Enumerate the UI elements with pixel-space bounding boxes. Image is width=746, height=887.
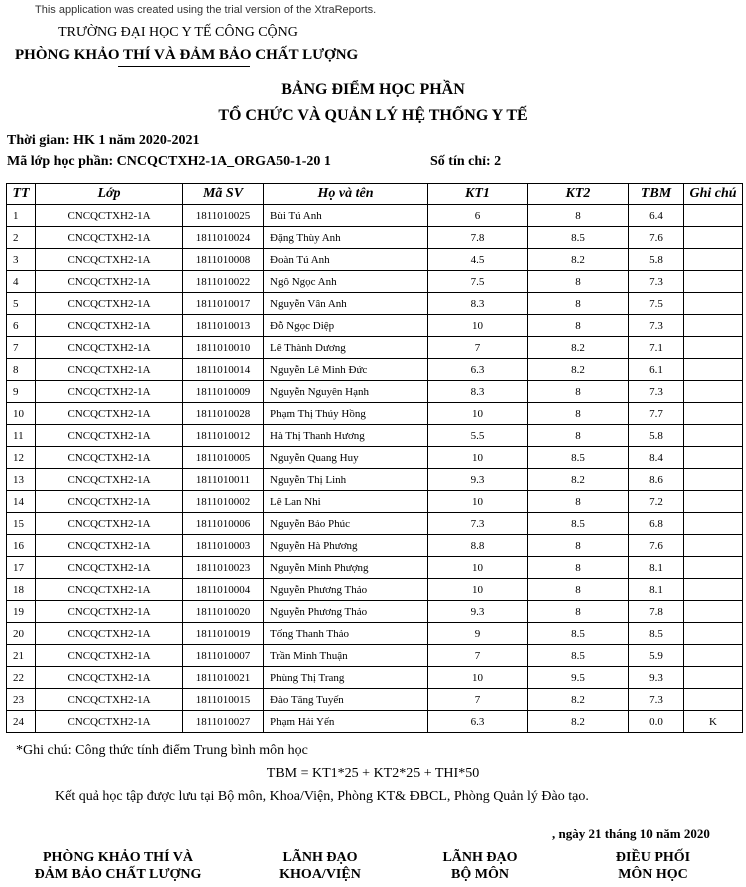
credits-info: Số tín chỉ: 2: [430, 154, 502, 169]
cell-class: CNCQCTXH2-1A: [36, 535, 183, 557]
cell-full-name: Nguyễn Bảo Phúc: [264, 513, 428, 535]
cell-kt1: 9.3: [428, 469, 528, 491]
cell-full-name: Nguyễn Nguyên Hạnh: [264, 381, 428, 403]
cell-kt2: 8.5: [528, 227, 629, 249]
cell-tt: 4: [7, 271, 36, 293]
cell-tt: 1: [7, 205, 36, 227]
cell-tt: 11: [7, 425, 36, 447]
cell-tt: 10: [7, 403, 36, 425]
cell-full-name: Đoàn Tú Anh: [264, 249, 428, 271]
cell-tbm: 6.4: [629, 205, 684, 227]
cell-kt2: 8: [528, 315, 629, 337]
cell-class: CNCQCTXH2-1A: [36, 271, 183, 293]
cell-note: [684, 689, 743, 711]
cell-tbm: 5.9: [629, 645, 684, 667]
table-row: [7, 271, 743, 293]
cell-student-id: 1811010019: [183, 623, 264, 645]
cell-kt1: 6.3: [428, 359, 528, 381]
cell-kt2: 9.5: [528, 667, 629, 689]
cell-kt1: 4.5: [428, 249, 528, 271]
table-row: [7, 535, 743, 557]
cell-tt: 6: [7, 315, 36, 337]
cell-class: CNCQCTXH2-1A: [36, 381, 183, 403]
table-row: [7, 425, 743, 447]
cell-tbm: 8.5: [629, 623, 684, 645]
cell-tt: 9: [7, 381, 36, 403]
cell-tt: 13: [7, 469, 36, 491]
cell-student-id: 1811010015: [183, 689, 264, 711]
cell-class: CNCQCTXH2-1A: [36, 579, 183, 601]
cell-tt: 12: [7, 447, 36, 469]
semester-info: Thời gian: HK 1 năm 2020-2021: [7, 133, 200, 148]
cell-kt2: 8: [528, 535, 629, 557]
cell-full-name: Nguyễn Hà Phương: [264, 535, 428, 557]
cell-full-name: Nguyễn Minh Phượng: [264, 557, 428, 579]
cell-note: [684, 227, 743, 249]
cell-student-id: 1811010007: [183, 645, 264, 667]
cell-full-name: Lê Lan Nhi: [264, 491, 428, 513]
cell-tt: 24: [7, 711, 36, 733]
header-note: Ghi chú: [684, 184, 743, 205]
cell-kt1: 10: [428, 557, 528, 579]
report-title: BẢNG ĐIỂM HỌC PHẦN: [281, 81, 465, 98]
cell-student-id: 1811010017: [183, 293, 264, 315]
cell-kt1: 7.8: [428, 227, 528, 249]
cell-note: [684, 359, 743, 381]
table-row: [7, 315, 743, 337]
cell-student-id: 1811010011: [183, 469, 264, 491]
cell-class: CNCQCTXH2-1A: [36, 513, 183, 535]
cell-kt1: 6.3: [428, 711, 528, 733]
cell-kt1: 10: [428, 491, 528, 513]
cell-class: CNCQCTXH2-1A: [36, 711, 183, 733]
header-kt2: KT2: [528, 184, 629, 205]
cell-tbm: 7.3: [629, 689, 684, 711]
cell-kt1: 8.8: [428, 535, 528, 557]
cell-class: CNCQCTXH2-1A: [36, 337, 183, 359]
cell-class: CNCQCTXH2-1A: [36, 623, 183, 645]
cell-kt1: 5.5: [428, 425, 528, 447]
cell-tt: 19: [7, 601, 36, 623]
signature-line: PHÒNG KHẢO THÍ VÀ: [42, 850, 193, 865]
table-row: [7, 337, 743, 359]
cell-full-name: Trần Minh Thuận: [264, 645, 428, 667]
cell-tbm: 8.4: [629, 447, 684, 469]
table-row: [7, 557, 743, 579]
cell-tbm: 7.3: [629, 271, 684, 293]
cell-tbm: 9.3: [629, 667, 684, 689]
cell-note: [684, 535, 743, 557]
cell-kt2: 8.2: [528, 249, 629, 271]
cell-tt: 16: [7, 535, 36, 557]
cell-tt: 15: [7, 513, 36, 535]
signature-line: LÃNH ĐẠO: [282, 850, 358, 865]
cell-full-name: Đặng Thùy Anh: [264, 227, 428, 249]
class-code-info: Mã lớp học phần: CNCQCTXH2-1A_ORGA50-1-20 1: [7, 154, 331, 169]
cell-class: CNCQCTXH2-1A: [36, 689, 183, 711]
signature-department: [420, 849, 540, 883]
cell-note: [684, 667, 743, 689]
cell-student-id: 1811010010: [183, 337, 264, 359]
cell-kt2: 8: [528, 491, 629, 513]
cell-class: CNCQCTXH2-1A: [36, 645, 183, 667]
cell-note: [684, 513, 743, 535]
cell-student-id: 1811010002: [183, 491, 264, 513]
cell-tbm: 7.6: [629, 535, 684, 557]
storage-note: Kết quả học tập được lưu tại Bộ môn, Khoa/Viện, Phòng KT& ĐBCL, Phòng Quản lý Đào tạo.: [55, 789, 589, 804]
cell-tt: 8: [7, 359, 36, 381]
cell-note: [684, 381, 743, 403]
cell-kt2: 8: [528, 601, 629, 623]
cell-tbm: 7.7: [629, 403, 684, 425]
cell-class: CNCQCTXH2-1A: [36, 491, 183, 513]
school-name: TRƯỜNG ĐẠI HỌC Y TẾ CÔNG CỘNG: [58, 25, 298, 40]
cell-kt2: 8.2: [528, 711, 629, 733]
cell-kt1: 10: [428, 447, 528, 469]
table-row: [7, 667, 743, 689]
cell-tbm: 7.6: [629, 227, 684, 249]
cell-kt2: 8.5: [528, 513, 629, 535]
cell-tbm: 6.8: [629, 513, 684, 535]
cell-class: CNCQCTXH2-1A: [36, 315, 183, 337]
cell-note: [684, 447, 743, 469]
cell-tt: 23: [7, 689, 36, 711]
trial-watermark: This application was created using the trial version of the XtraReports.: [35, 4, 377, 16]
cell-kt1: 7.5: [428, 271, 528, 293]
header-tt: TT: [7, 184, 36, 205]
cell-tbm: 0.0: [629, 711, 684, 733]
cell-kt2: 8: [528, 381, 629, 403]
cell-tt: 14: [7, 491, 36, 513]
cell-kt2: 8.2: [528, 469, 629, 491]
cell-kt1: 8.3: [428, 381, 528, 403]
cell-full-name: Tống Thanh Thảo: [264, 623, 428, 645]
cell-student-id: 1811010003: [183, 535, 264, 557]
table-header-row: [7, 184, 743, 205]
cell-student-id: 1811010021: [183, 667, 264, 689]
cell-tbm: 8.1: [629, 557, 684, 579]
signature-line: KHOA/VIỆN: [279, 867, 361, 882]
grades-table: [6, 183, 743, 733]
cell-note: [684, 579, 743, 601]
signature-line: LÃNH ĐẠO: [442, 850, 518, 865]
cell-kt1: 8.3: [428, 293, 528, 315]
cell-kt2: 8.2: [528, 337, 629, 359]
cell-kt2: 8: [528, 205, 629, 227]
cell-tbm: 7.3: [629, 381, 684, 403]
cell-tt: 18: [7, 579, 36, 601]
cell-kt1: 10: [428, 403, 528, 425]
department-underline: [118, 66, 250, 67]
cell-student-id: 1811010023: [183, 557, 264, 579]
signature-exam-office: [25, 849, 211, 883]
cell-student-id: 1811010025: [183, 205, 264, 227]
cell-tbm: 8.6: [629, 469, 684, 491]
cell-tt: 2: [7, 227, 36, 249]
table-row: [7, 491, 743, 513]
table-row: [7, 601, 743, 623]
cell-kt2: 8.5: [528, 645, 629, 667]
cell-tt: 7: [7, 337, 36, 359]
signature-coordinator: [593, 849, 713, 883]
table-row: [7, 293, 743, 315]
cell-note: [684, 403, 743, 425]
cell-note: K: [684, 711, 743, 733]
cell-tt: 3: [7, 249, 36, 271]
table-row: [7, 579, 743, 601]
header-kt1: KT1: [428, 184, 528, 205]
formula: TBM = KT1*25 + KT2*25 + THI*50: [266, 766, 480, 781]
cell-kt2: 8.2: [528, 689, 629, 711]
cell-student-id: 1811010022: [183, 271, 264, 293]
signature-line: ĐIỀU PHỐI: [615, 850, 691, 865]
cell-full-name: Nguyễn Lê Minh Đức: [264, 359, 428, 381]
cell-full-name: Nguyễn Phương Thảo: [264, 601, 428, 623]
report-date: , ngày 21 tháng 10 năm 2020: [552, 826, 710, 841]
cell-note: [684, 623, 743, 645]
cell-tt: 21: [7, 645, 36, 667]
formula-note: *Ghi chú: Công thức tính điểm Trung bình môn học: [16, 743, 308, 758]
cell-student-id: 1811010012: [183, 425, 264, 447]
table-row: [7, 249, 743, 271]
cell-full-name: Phạm Hải Yến: [264, 711, 428, 733]
header-class: Lớp: [36, 184, 183, 205]
table-row: [7, 711, 743, 733]
table-row: [7, 205, 743, 227]
cell-note: [684, 337, 743, 359]
cell-full-name: Nguyễn Phương Thảo: [264, 579, 428, 601]
cell-student-id: 1811010013: [183, 315, 264, 337]
table-row: [7, 469, 743, 491]
cell-note: [684, 249, 743, 271]
cell-class: CNCQCTXH2-1A: [36, 447, 183, 469]
cell-kt2: 8.2: [528, 359, 629, 381]
cell-tbm: 7.8: [629, 601, 684, 623]
table-row: [7, 227, 743, 249]
cell-tbm: 7.1: [629, 337, 684, 359]
table-row: [7, 359, 743, 381]
header-tbm: TBM: [629, 184, 684, 205]
cell-note: [684, 645, 743, 667]
table-row: [7, 623, 743, 645]
cell-student-id: 1811010005: [183, 447, 264, 469]
cell-full-name: Bùi Tú Anh: [264, 205, 428, 227]
cell-kt1: 7: [428, 337, 528, 359]
cell-tbm: 7.5: [629, 293, 684, 315]
cell-class: CNCQCTXH2-1A: [36, 425, 183, 447]
cell-tbm: 7.2: [629, 491, 684, 513]
cell-note: [684, 425, 743, 447]
course-title: TỔ CHỨC VÀ QUẢN LÝ HỆ THỐNG Y TẾ: [218, 107, 528, 124]
cell-student-id: 1811010009: [183, 381, 264, 403]
cell-full-name: Nguyễn Thị Linh: [264, 469, 428, 491]
cell-student-id: 1811010014: [183, 359, 264, 381]
cell-note: [684, 205, 743, 227]
cell-student-id: 1811010008: [183, 249, 264, 271]
cell-kt1: 10: [428, 667, 528, 689]
cell-kt2: 8: [528, 579, 629, 601]
cell-tbm: 7.3: [629, 315, 684, 337]
cell-kt2: 8: [528, 557, 629, 579]
cell-class: CNCQCTXH2-1A: [36, 205, 183, 227]
table-row: [7, 513, 743, 535]
header-student-id: Mã SV: [183, 184, 264, 205]
cell-full-name: Nguyễn Quang Huy: [264, 447, 428, 469]
cell-kt2: 8.5: [528, 623, 629, 645]
cell-note: [684, 293, 743, 315]
cell-kt1: 7: [428, 645, 528, 667]
cell-full-name: Phạm Thị Thúy Hồng: [264, 403, 428, 425]
cell-kt2: 8.5: [528, 447, 629, 469]
table-row: [7, 689, 743, 711]
cell-student-id: 1811010006: [183, 513, 264, 535]
table-row: [7, 447, 743, 469]
cell-full-name: Đỗ Ngọc Diệp: [264, 315, 428, 337]
cell-full-name: Đào Tăng Tuyến: [264, 689, 428, 711]
cell-tbm: 8.1: [629, 579, 684, 601]
cell-class: CNCQCTXH2-1A: [36, 469, 183, 491]
cell-tbm: 5.8: [629, 425, 684, 447]
cell-note: [684, 491, 743, 513]
cell-class: CNCQCTXH2-1A: [36, 403, 183, 425]
cell-kt1: 10: [428, 579, 528, 601]
cell-student-id: 1811010024: [183, 227, 264, 249]
cell-class: CNCQCTXH2-1A: [36, 293, 183, 315]
cell-tt: 17: [7, 557, 36, 579]
cell-full-name: Lê Thành Dương: [264, 337, 428, 359]
table-row: [7, 403, 743, 425]
cell-full-name: Hà Thị Thanh Hương: [264, 425, 428, 447]
cell-class: CNCQCTXH2-1A: [36, 227, 183, 249]
cell-kt1: 9.3: [428, 601, 528, 623]
cell-note: [684, 557, 743, 579]
cell-tbm: 6.1: [629, 359, 684, 381]
cell-full-name: Ngô Ngọc Anh: [264, 271, 428, 293]
cell-class: CNCQCTXH2-1A: [36, 557, 183, 579]
cell-class: CNCQCTXH2-1A: [36, 667, 183, 689]
cell-class: CNCQCTXH2-1A: [36, 249, 183, 271]
cell-full-name: Nguyễn Vân Anh: [264, 293, 428, 315]
cell-kt2: 8: [528, 293, 629, 315]
cell-note: [684, 469, 743, 491]
cell-note: [684, 271, 743, 293]
signature-line: MÔN HỌC: [618, 867, 688, 882]
cell-kt2: 8: [528, 403, 629, 425]
cell-full-name: Phùng Thị Trang: [264, 667, 428, 689]
cell-student-id: 1811010028: [183, 403, 264, 425]
cell-kt1: 7: [428, 689, 528, 711]
cell-class: CNCQCTXH2-1A: [36, 359, 183, 381]
cell-class: CNCQCTXH2-1A: [36, 601, 183, 623]
cell-note: [684, 315, 743, 337]
cell-kt1: 7.3: [428, 513, 528, 535]
cell-kt1: 10: [428, 315, 528, 337]
cell-kt2: 8: [528, 425, 629, 447]
table-row: [7, 381, 743, 403]
cell-kt1: 9: [428, 623, 528, 645]
department-name: PHÒNG KHẢO THÍ VÀ ĐẢM BẢO CHẤT LƯỢNG: [15, 47, 359, 63]
cell-tt: 5: [7, 293, 36, 315]
cell-tt: 20: [7, 623, 36, 645]
table-row: [7, 645, 743, 667]
cell-student-id: 1811010004: [183, 579, 264, 601]
cell-student-id: 1811010020: [183, 601, 264, 623]
cell-tt: 22: [7, 667, 36, 689]
cell-kt2: 8: [528, 271, 629, 293]
signature-line: ĐẢM BẢO CHẤT LƯỢNG: [34, 867, 202, 882]
header-full-name: Họ và tên: [264, 184, 428, 205]
signature-faculty: [260, 849, 380, 883]
signature-line: BỘ MÔN: [451, 867, 509, 882]
cell-note: [684, 601, 743, 623]
cell-student-id: 1811010027: [183, 711, 264, 733]
cell-kt1: 6: [428, 205, 528, 227]
cell-tbm: 5.8: [629, 249, 684, 271]
